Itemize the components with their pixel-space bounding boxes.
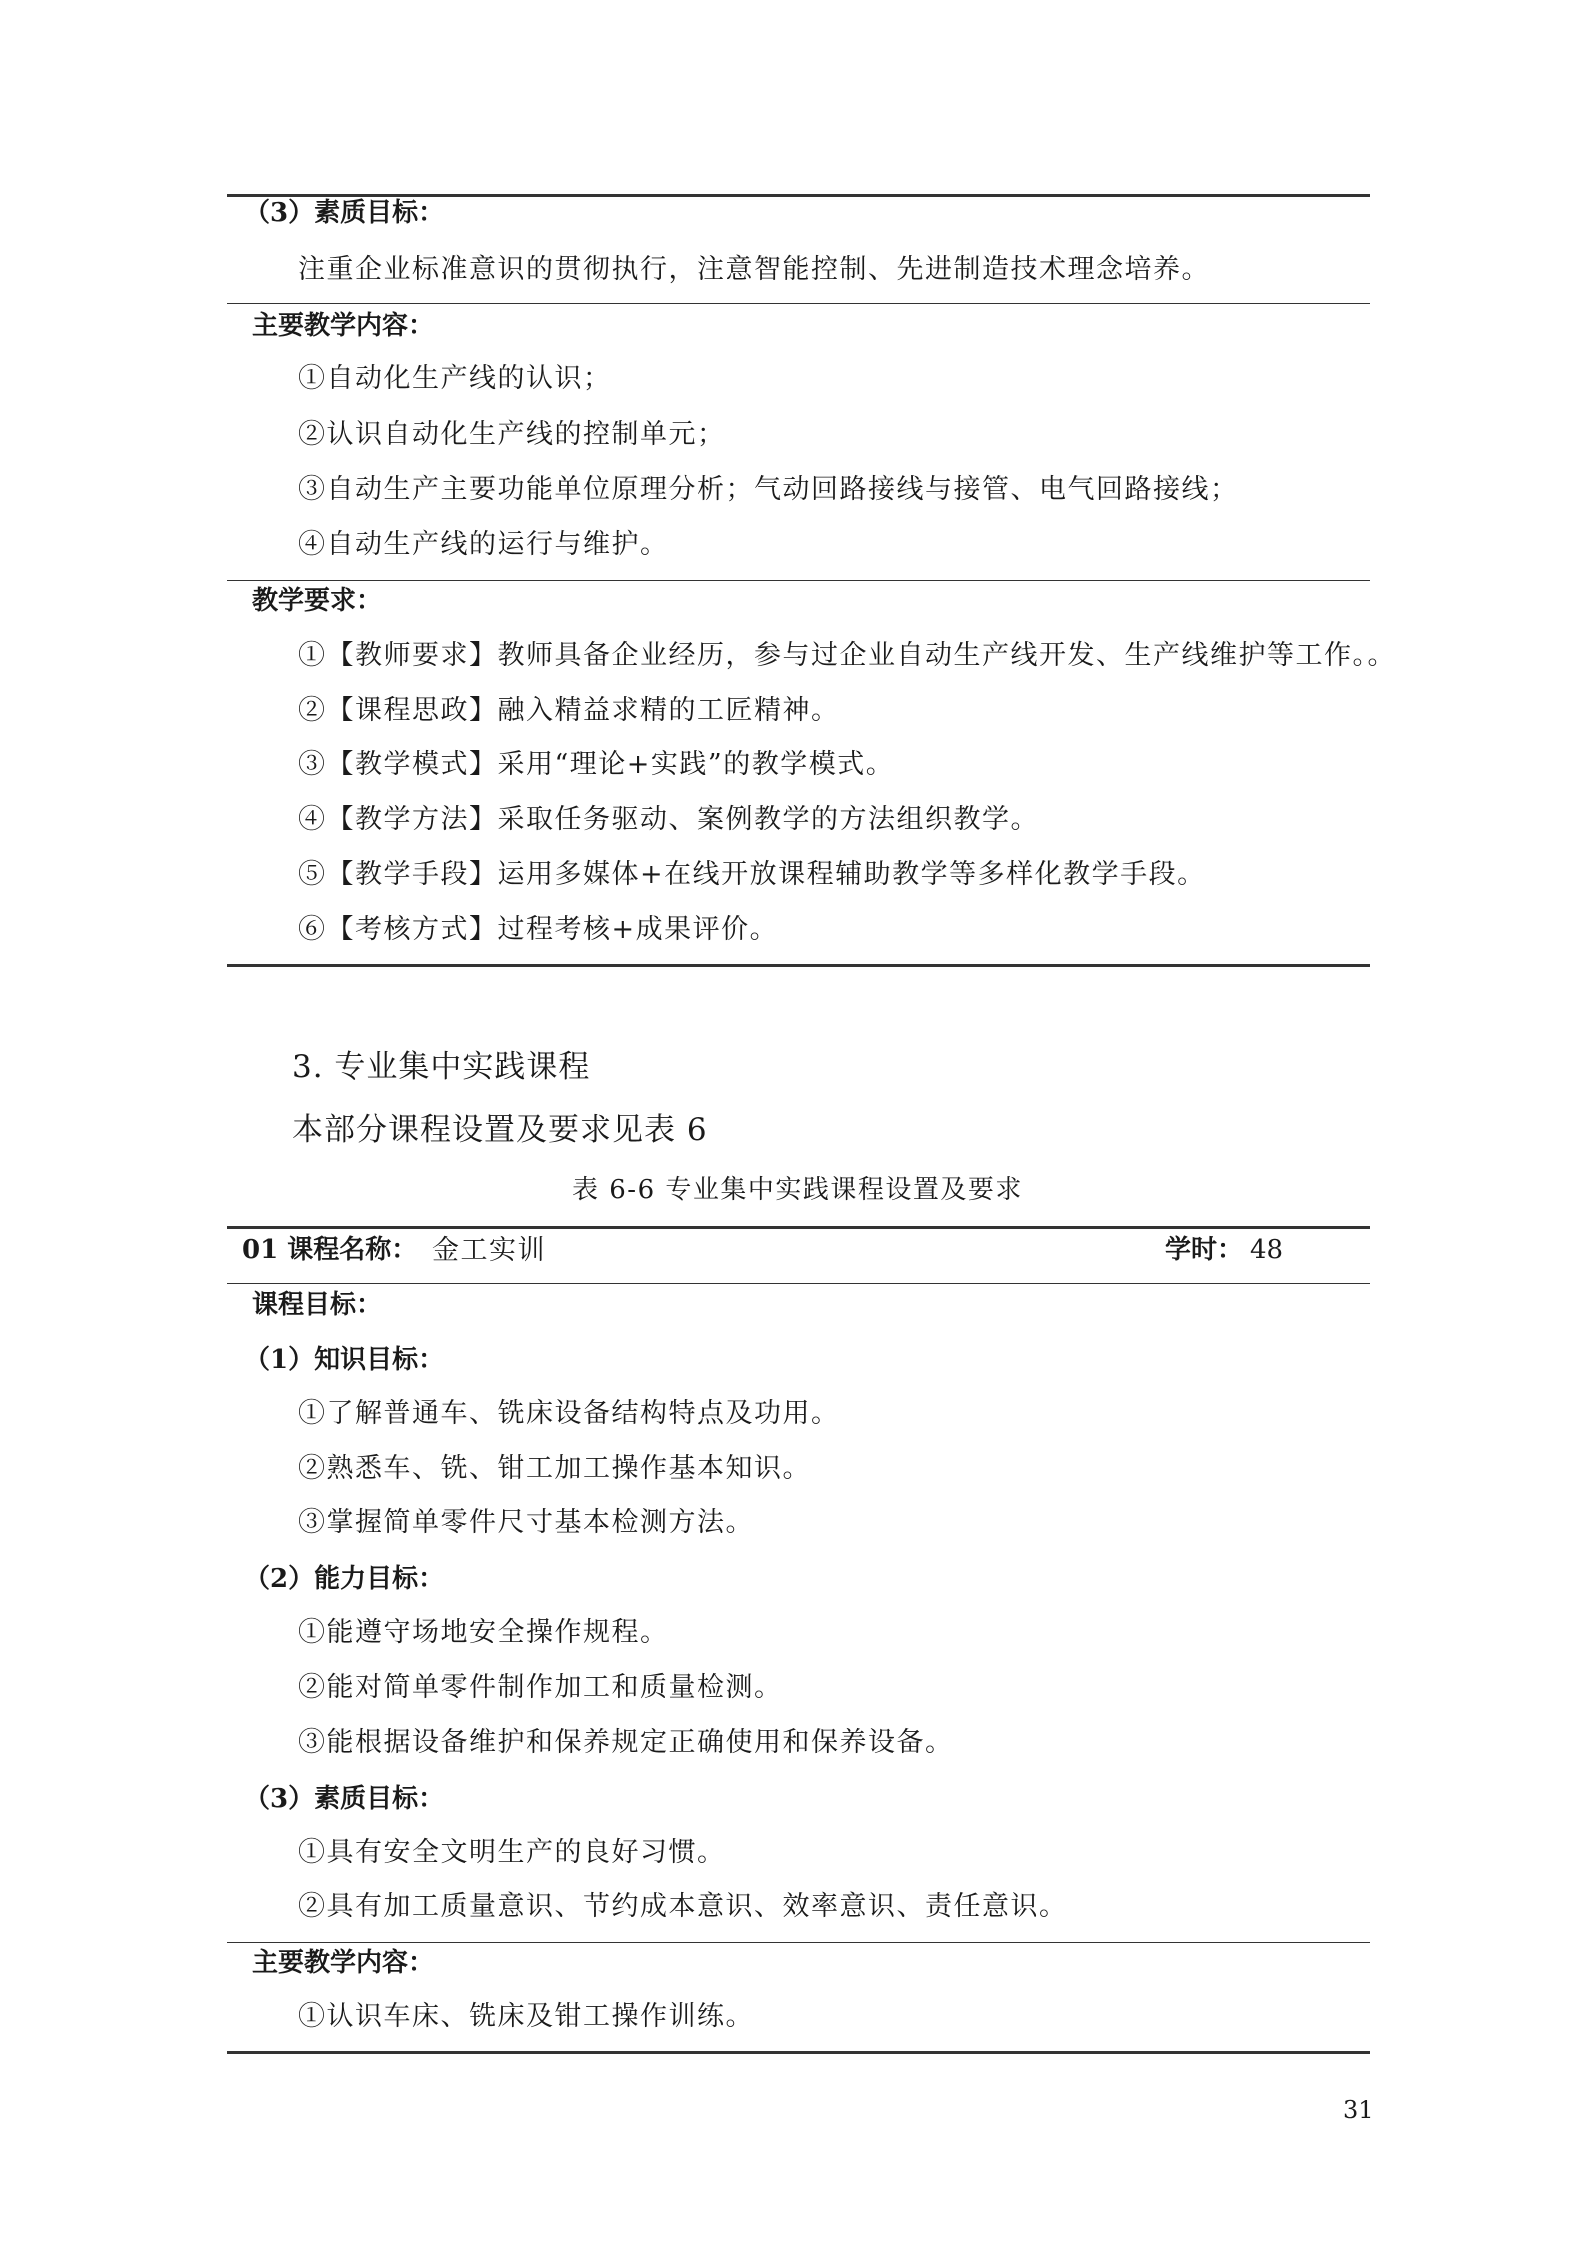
table-top-rule [227, 1226, 1370, 1229]
section-intro: 本部分课程设置及要求见表 6 [292, 1112, 708, 1148]
content-item: ②认识自动化生产线的控制单元； [298, 419, 726, 450]
knowledge-item: ③掌握简单零件尺寸基本检测方法。 [298, 1507, 754, 1538]
quality-item: ②具有加工质量意识、节约成本意识、效率意识、责任意识。 [298, 1891, 1068, 1922]
table-divider [227, 1283, 1370, 1284]
ability-item: ③能根据设备维护和保养规定正确使用和保养设备。 [298, 1727, 954, 1758]
table-divider [227, 580, 1370, 581]
quality-goal-heading: （3）素质目标： [244, 198, 445, 228]
table-bottom-rule [227, 964, 1370, 967]
content-item: ③自动生产主要功能单位原理分析；气动回路接线与接管、电气回路接线； [298, 474, 1239, 505]
knowledge-item: ②熟悉车、铣、钳工加工操作基本知识。 [298, 1453, 811, 1484]
course-hours-label: 学时： [1165, 1235, 1244, 1265]
requirement-item: ③【教学模式】采用“理论+实践”的教学模式。 [298, 749, 895, 780]
table-divider [227, 303, 1370, 304]
table-caption: 表 6-6 专业集中实践课程设置及要求 [572, 1175, 1023, 1205]
table-divider [227, 1942, 1370, 1943]
requirements-heading: 教学要求： [252, 586, 383, 616]
requirement-item: ⑤【教学手段】运用多媒体+在线开放课程辅助教学等多样化教学手段。 [298, 859, 1206, 890]
table-top-rule [227, 194, 1370, 197]
ability-goal-heading: （2）能力目标： [244, 1564, 445, 1594]
quality-goal-text: 注重企业标准意识的贯彻执行，注意智能控制、先进制造技术理念培养。 [298, 254, 1210, 285]
course-name-label: 01 课程名称： [242, 1235, 418, 1265]
course-name-value: 金工实训 [432, 1235, 546, 1266]
course-hours-value: 48 [1250, 1235, 1284, 1265]
course-goals-heading: 课程目标： [252, 1290, 383, 1320]
section-title: 3. 专业集中实践课程 [292, 1049, 591, 1085]
content-heading: 主要教学内容： [252, 1948, 435, 1978]
ability-item: ②能对简单零件制作加工和质量检测。 [298, 1672, 783, 1703]
requirement-item: ⑥【考核方式】过程考核+成果评价。 [298, 914, 779, 945]
requirement-item: ①【教师要求】教师具备企业经历，参与过企业自动生产线开发、生产线维护等工作。。 [298, 640, 1396, 671]
content-item: ①认识车床、铣床及钳工操作训练。 [298, 2001, 754, 2032]
content-item: ①自动化生产线的认识； [298, 363, 612, 394]
page-number: 31 [1343, 2096, 1374, 2124]
content-item: ④自动生产线的运行与维护。 [298, 529, 669, 560]
knowledge-goal-heading: （1）知识目标： [244, 1345, 445, 1375]
ability-item: ①能遵守场地安全操作规程。 [298, 1617, 669, 1648]
knowledge-item: ①了解普通车、铣床设备结构特点及功用。 [298, 1398, 840, 1429]
requirement-item: ④【教学方法】采取任务驱动、案例教学的方法组织教学。 [298, 804, 1039, 835]
requirement-item: ②【课程思政】融入精益求精的工匠精神。 [298, 695, 840, 726]
quality-goal-heading: （3）素质目标： [244, 1784, 445, 1814]
table-bottom-rule [227, 2051, 1370, 2054]
quality-item: ①具有安全文明生产的良好习惯。 [298, 1837, 726, 1868]
content-heading: 主要教学内容： [252, 311, 435, 341]
